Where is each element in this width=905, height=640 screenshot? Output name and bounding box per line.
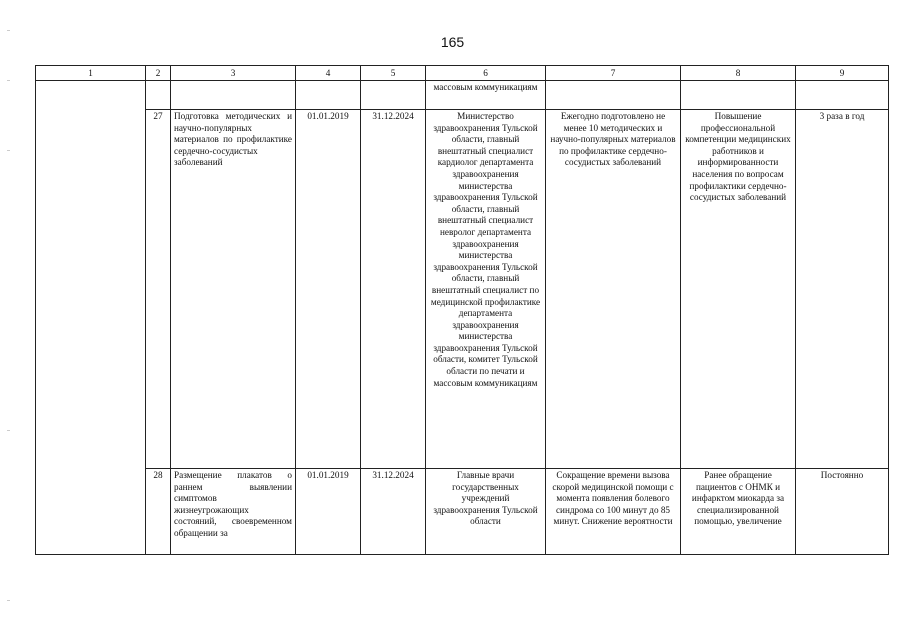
responsible-cell: массовым коммуникациям — [426, 81, 546, 110]
column-header: 9 — [796, 66, 889, 81]
page-number: 165 — [440, 34, 465, 50]
column-header: 2 — [146, 66, 171, 81]
table-cell — [296, 81, 361, 110]
table-row-continuation — [36, 81, 889, 110]
column-header: 6 — [426, 66, 546, 81]
effect-text: Ранее обращение пациентов с ОНМК и инфарктом миокарда за специализированной помощью, увеличение — [691, 470, 785, 527]
column-header: 4 — [296, 66, 361, 81]
frequency-cell: Постоянно — [796, 469, 889, 555]
effect-cell: Повышение профессиональной компетенции медицинских работников и информированности населения по вопросам профилактики сердечно-сосудистых заболеваний — [681, 110, 796, 469]
scan-mark — [7, 600, 10, 601]
table-cell — [546, 81, 681, 110]
scan-mark — [7, 150, 10, 151]
result-cell — [546, 469, 681, 555]
column-number-row — [36, 66, 889, 81]
responsible-cell: Министерство здравоохранения Тульской области, главный внештатный специалист кардиолог департамента здравоохранения министерства здравоохранения Тульской области, главный внештатный специалист невролог департамента здравоохранения министерства здравоохранения Тульской области, главный внештатный специалист по медицинской профилактике департамента здравоохранения министерства здравоохранения Тульской области, комитет Тульской области по печати и массовым коммуникациям — [426, 110, 546, 469]
table-cell — [361, 81, 426, 110]
table-row — [36, 469, 889, 555]
column-header: 1 — [36, 66, 146, 81]
row-number: 27 — [146, 110, 171, 469]
result-cell: Ежегодно подготовлено не менее 10 методических и научно-популярных материалов по профилактике сердечно-сосудистых заболеваний — [546, 110, 681, 469]
activity-cell: Подготовка методических и научно-популярных материалов по профилактике сердечно-сосудистых заболеваний — [171, 110, 296, 469]
column-header: 8 — [681, 66, 796, 81]
plan-table — [35, 65, 889, 555]
table-cell — [171, 81, 296, 110]
effect-cell — [681, 469, 796, 555]
scan-mark — [7, 430, 10, 431]
table-cell — [146, 81, 171, 110]
table-row — [36, 110, 889, 469]
frequency-cell: 3 раза в год — [796, 110, 889, 469]
scan-mark — [7, 80, 10, 81]
table-cell — [796, 81, 889, 110]
row-number: 28 — [146, 469, 171, 555]
scan-mark — [7, 30, 10, 31]
column-header: 7 — [546, 66, 681, 81]
start-date: 01.01.2019 — [296, 469, 361, 555]
column-header: 3 — [171, 66, 296, 81]
result-text: Сокращение времени вызова скорой медицинской помощи с момента появления болевого синдрома со 100 минут до 85 минут. Снижение вероятности — [552, 470, 674, 527]
table-cell — [681, 81, 796, 110]
activity-text: Размещение плакатов о раннем выявлении симптомов жизнеугрожающих состояний, своевременном обращении за — [174, 470, 292, 538]
end-date: 31.12.2024 — [361, 469, 426, 555]
column-header: 5 — [361, 66, 426, 81]
activity-cell — [171, 469, 296, 555]
responsible-cell: Главные врачи государственных учреждений здравоохранения Тульской области — [426, 469, 546, 555]
start-date: 01.01.2019 — [296, 110, 361, 469]
end-date: 31.12.2024 — [361, 110, 426, 469]
table-cell-col1 — [36, 81, 146, 555]
